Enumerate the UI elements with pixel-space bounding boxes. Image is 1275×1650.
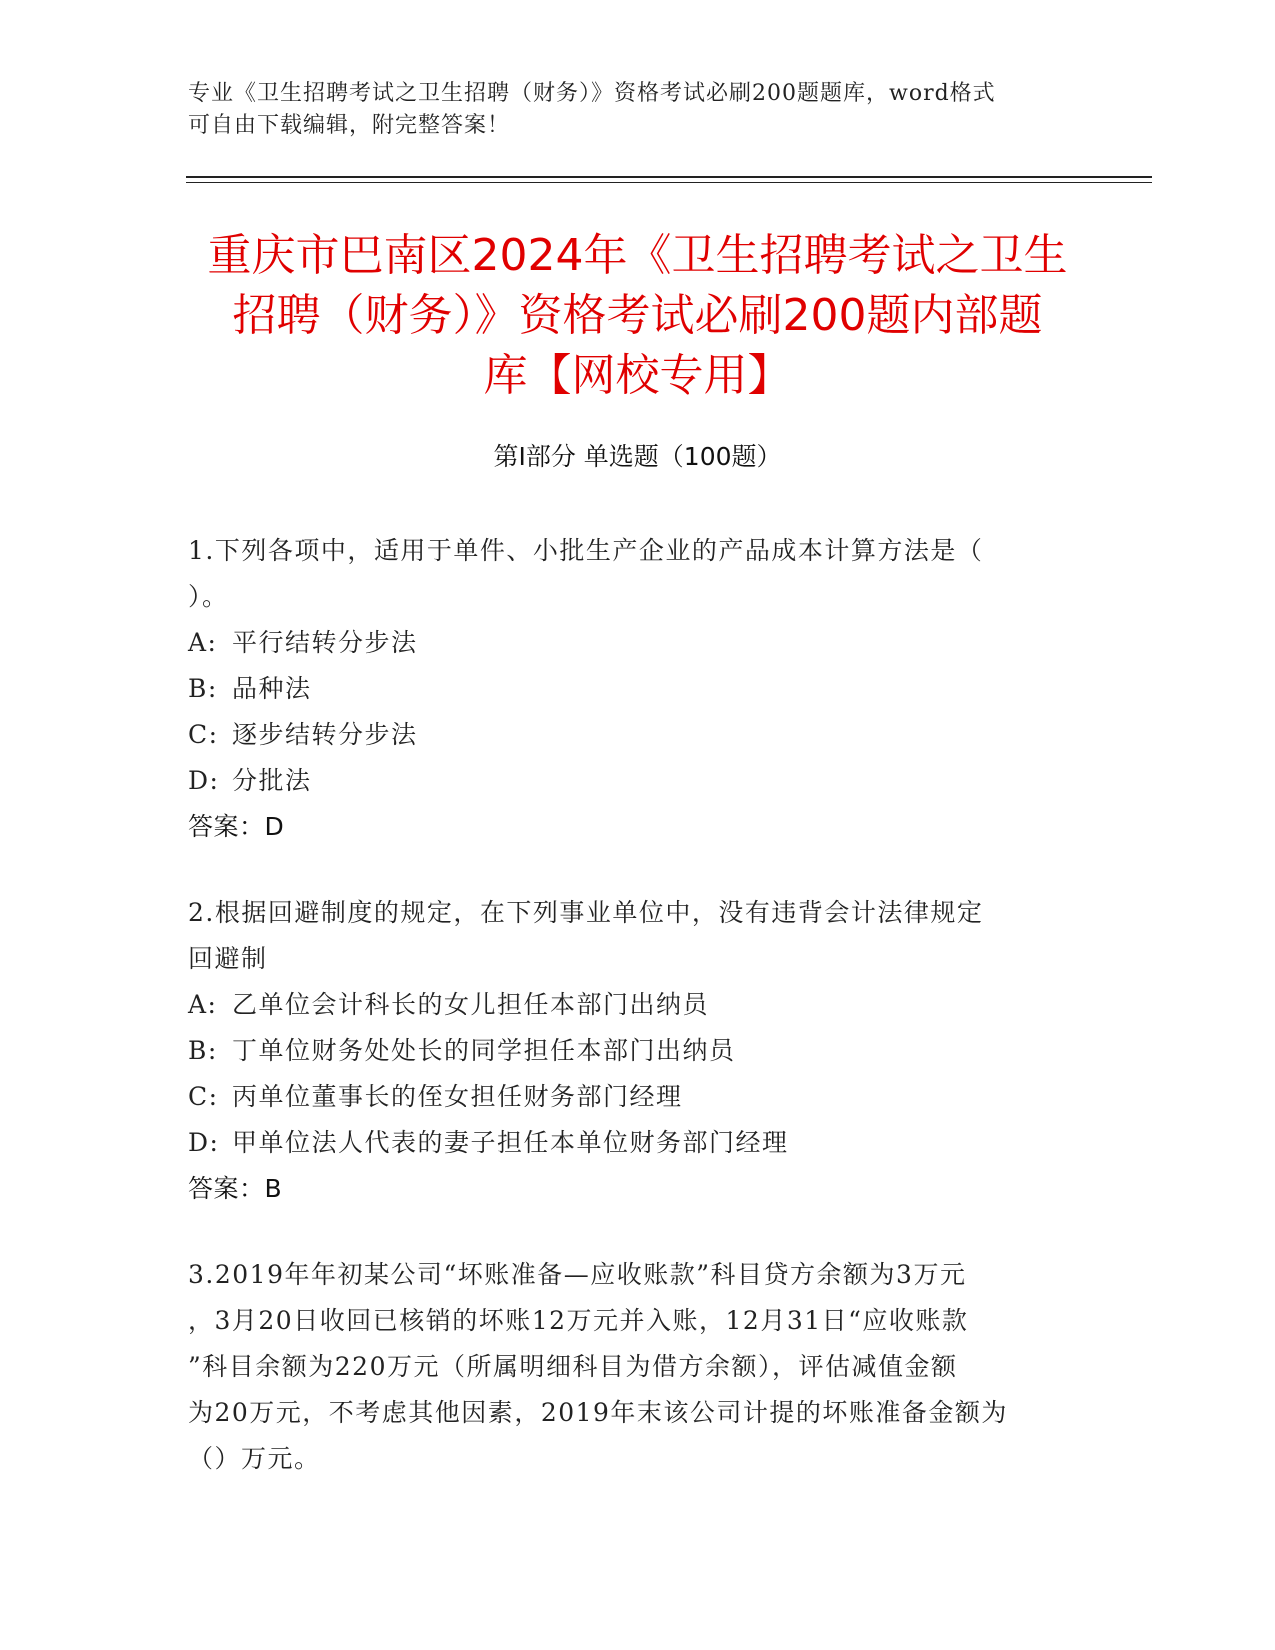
option-letter: D: bbox=[188, 1128, 220, 1157]
header-divider-thick bbox=[186, 176, 1152, 178]
question-text-line: ，3月20日收回已核销的坏账12万元并入账，12月31日“应收账款 bbox=[188, 1306, 969, 1335]
header-note-line-2: 可自由下载编辑，附完整答案！ bbox=[188, 113, 511, 138]
question-3 bbox=[188, 1252, 1088, 1482]
title-line-2: 招聘（财务）》资格考试必刷200题内部题 bbox=[232, 290, 1043, 341]
title-line-1: 重庆市巴南区2024年《卫生招聘考试之卫生 bbox=[207, 230, 1068, 281]
question-text-line: 3.2019年年初某公司“坏账准备—应收账款”科目贷方余额为3万元 bbox=[188, 1260, 967, 1289]
question-text-line: 为20万元，不考虑其他因素，2019年末该公司计提的坏账准备金额为 bbox=[188, 1398, 1008, 1427]
option-letter: D: bbox=[188, 766, 220, 795]
answer-line: 答案：D bbox=[188, 812, 285, 841]
option-letter: B: bbox=[188, 1036, 218, 1065]
option-letter: A: bbox=[188, 990, 218, 1019]
option-a bbox=[188, 620, 1088, 666]
option-letter: C: bbox=[188, 1082, 219, 1111]
option-text: 品种法 bbox=[232, 674, 312, 703]
option-c bbox=[188, 1074, 1088, 1120]
title-line-3: 库【网校专用】 bbox=[483, 350, 792, 401]
option-text: 丁单位财务处处长的同学担任本部门出纳员 bbox=[232, 1036, 736, 1065]
question-2 bbox=[188, 890, 1088, 1212]
question-text-line: （）万元。 bbox=[188, 1444, 321, 1473]
answer-line: 答案：B bbox=[188, 1174, 283, 1203]
option-b bbox=[188, 666, 1088, 712]
option-text: 乙单位会计科长的女儿担任本部门出纳员 bbox=[232, 990, 710, 1019]
option-b bbox=[188, 1028, 1088, 1074]
question-1 bbox=[188, 528, 1088, 850]
option-text: 平行结转分步法 bbox=[232, 628, 418, 657]
header-divider-thin bbox=[186, 182, 1152, 183]
section-heading: 第Ⅰ部分 单选题（100题） bbox=[493, 442, 782, 471]
option-text: 丙单位董事长的侄女担任财务部门经理 bbox=[232, 1082, 683, 1111]
header-note-line-1: 专业《卫生招聘考试之卫生招聘（财务）》资格考试必刷200题题库，word格式 bbox=[188, 81, 996, 106]
option-text: 逐步结转分步法 bbox=[232, 720, 418, 749]
question-text-line: 1.下列各项中，适用于单件、小批生产企业的产品成本计算方法是（ bbox=[188, 536, 984, 565]
option-letter: C: bbox=[188, 720, 219, 749]
option-text: 分批法 bbox=[232, 766, 312, 795]
question-text-line: 2.根据回避制度的规定，在下列事业单位中，没有违背会计法律规定 bbox=[188, 898, 984, 927]
option-a bbox=[188, 982, 1088, 1028]
option-c bbox=[188, 712, 1088, 758]
question-text-line: ”科目余额为220万元（所属明细科目为借方余额），评估减值金额 bbox=[188, 1352, 958, 1381]
option-d bbox=[188, 1120, 1088, 1166]
question-text-line: 回避制 bbox=[188, 944, 268, 973]
question-text-line: ）。 bbox=[188, 582, 229, 611]
option-letter: B: bbox=[188, 674, 218, 703]
document-title bbox=[170, 226, 1105, 406]
header-note bbox=[188, 78, 1068, 142]
option-text: 甲单位法人代表的妻子担任本单位财务部门经理 bbox=[232, 1128, 789, 1157]
option-d bbox=[188, 758, 1088, 804]
option-letter: A: bbox=[188, 628, 218, 657]
